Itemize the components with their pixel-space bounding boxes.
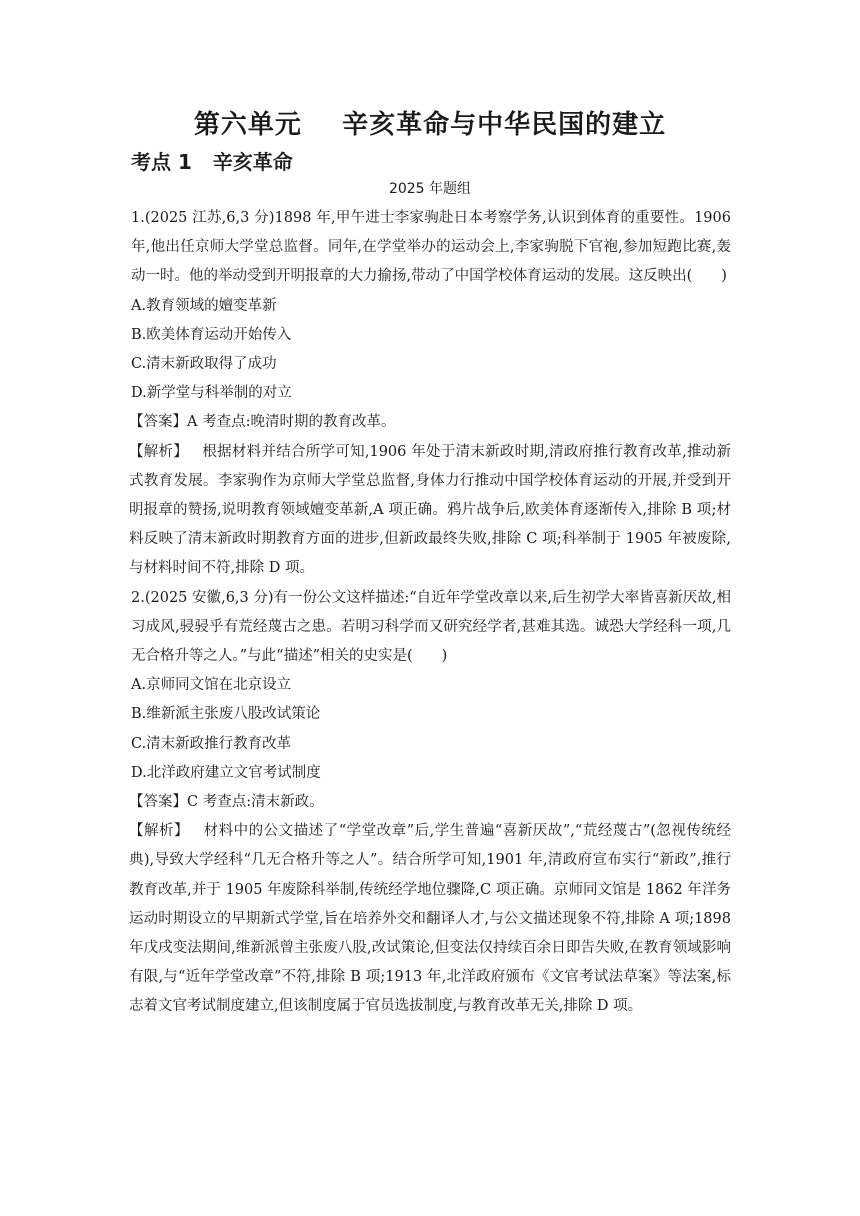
option-c: C.清末新政推行教育改革 bbox=[131, 735, 292, 752]
analysis-label: 【解析】 bbox=[129, 443, 189, 460]
analysis-block bbox=[129, 817, 731, 1021]
analysis-text: 根据材料并结合所学可知,1906 年处于清末新政时期,清政府推行教育改革,推动新式教育发展。李家驹作为京师大学堂总监督,身体力行推动中国学校体育运动的开展,并受到开明报章的赞扬,说明教育领域嬗变革新,A 项正确。鸦片战争后,欧美体育逐渐传入,排除 B 项;材料反映了清末新政时期教育方面的进步,但新政最终失败,排除 C 项;科举制于 1905 年被废除,与材料时间不符,排除 D 项。 bbox=[129, 443, 731, 577]
option-a: A.京师同文馆在北京设立 bbox=[131, 677, 292, 694]
section-title: 考点 1 辛亥革命 bbox=[131, 150, 293, 174]
unit-title: 第六单元 辛亥革命与中华民国的建立 bbox=[193, 110, 667, 140]
option-a: A.教育领域的嬗变革新 bbox=[131, 297, 277, 314]
question-stem: 2.(2025 安徽,6,3 分)有一份公文这样描述:“自近年学堂改章以来,后生初学大率皆喜新厌故,相习成风,骎骎乎有荒经蔑古之患。若明习科学而又研究经学者,甚难其选。诚恐大学经科一项,几无合格升等之人。”与此“描述”相关的史实是( ) bbox=[131, 589, 731, 665]
analysis-block bbox=[129, 438, 731, 584]
analysis-text: 材料中的公文描述了“学堂改章”后,学生普遍“喜新厌故”,“荒经蔑古”(忽视传统经典),导致大学经科“几无合格升等之人”。结合所学可知,1901 年,清政府宣布实行“新政”,推行教育改革,并于 1905 年废除科举制,传统经学地位骤降,C 项正确。京师同文馆是 1862 年洋务运动时期设立的早期新式学堂,旨在培养外交和翻译人才,与公文描述现象不符,排除 A 项;1898 年戊戌变法期间,维新派曾主张废八股,改试策论,但变法仅持续百余日即告失败,在教育领域影响有限,与“近年学堂改章”不符,排除 B 项;1913 年,北洋政府颁布《文官考试法草案》等法案,标志着文官考试制度建立,但该制度属于官员选拔制度,与教育改革无关,排除 D 项。 bbox=[129, 823, 731, 1015]
question-2 bbox=[131, 584, 731, 1022]
answer-line: 【答案】A 考查点:晚清时期的教育改革。 bbox=[129, 414, 396, 431]
question-stem: 1.(2025 江苏,6,3 分)1898 年,甲午进士李家驹赴日本考察学务,认识到体育的重要性。1906 年,他出任京师大学堂总监督。同年,在学堂举办的运动会上,李家驹脱下官袍,参加短跑比赛,轰动一时。他的举动受到开明报章的大力揄扬,带动了中国学校体育运动的发展。这反映出( ) bbox=[131, 210, 731, 285]
question-1 bbox=[131, 204, 731, 584]
option-c: C.清末新政取得了成功 bbox=[131, 356, 277, 373]
option-b: B.欧美体育运动开始传入 bbox=[131, 326, 292, 343]
option-d: D.新学堂与科举制的对立 bbox=[131, 385, 292, 402]
question-list bbox=[131, 204, 731, 1022]
answer-line: 【答案】C 考查点:清末新政。 bbox=[129, 794, 324, 811]
analysis-label: 【解析】 bbox=[129, 823, 190, 840]
option-d: D.北洋政府建立文官考试制度 bbox=[131, 764, 321, 781]
option-b: B.维新派主张废八股改试策论 bbox=[131, 706, 321, 723]
group-title: 2025 年题组 bbox=[388, 181, 472, 197]
